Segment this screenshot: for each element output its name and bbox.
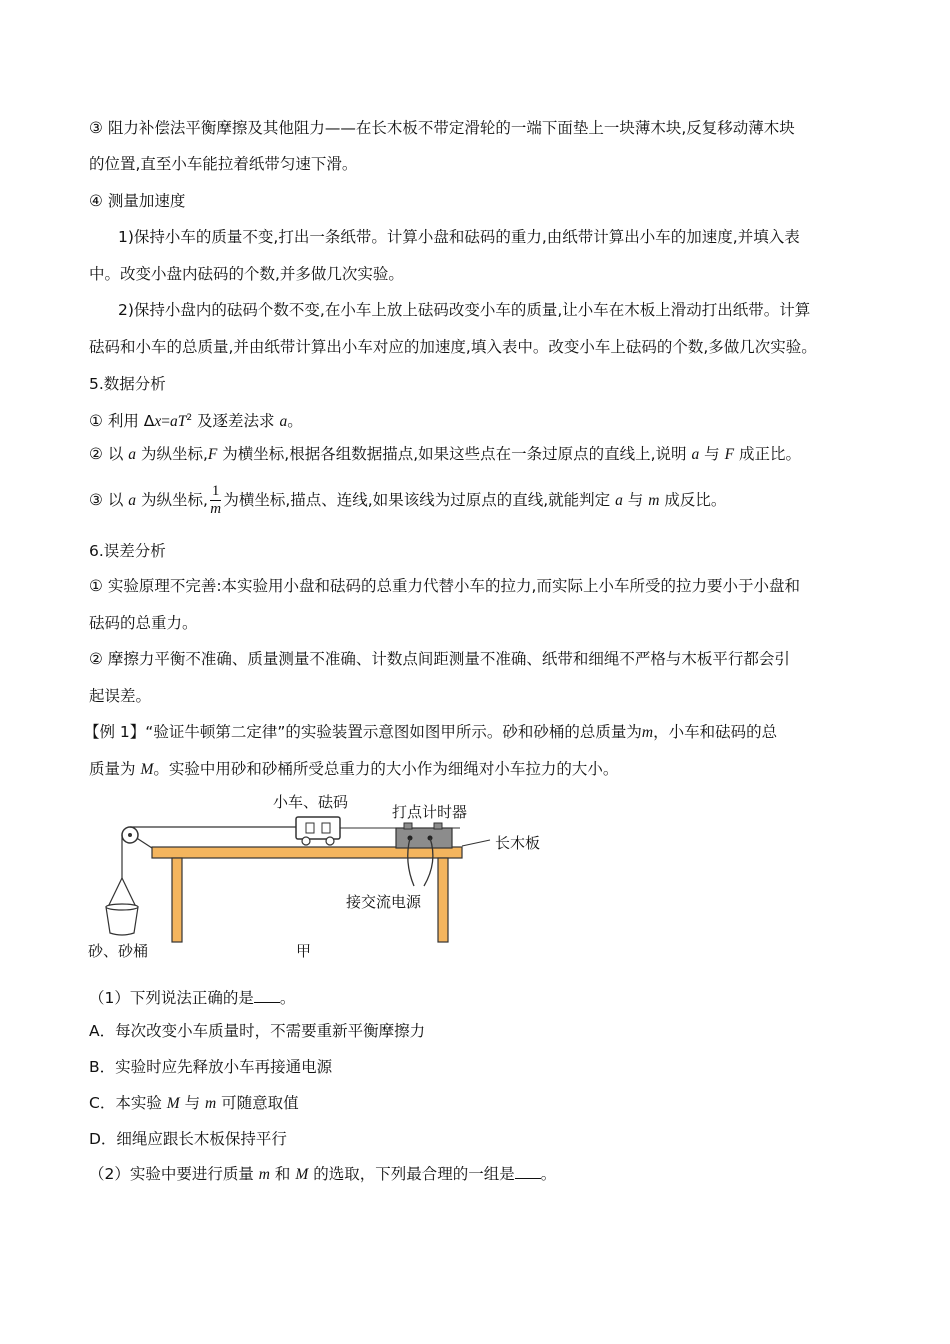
label-power: 接交流电源 (346, 893, 422, 911)
question-1: （1）下列说法正确的是 。 (89, 989, 296, 1007)
label-cart: 小车、砝码 (273, 793, 349, 811)
option-c: C．本实验 M 与 m 可随意取值 (89, 1094, 299, 1112)
table-leg-right (438, 858, 448, 942)
section-6-item-2-line1: ② 摩擦力平衡不准确、质量测量不准确、计数点间距测量不准确、纸带和细绳不严格与木板平行都会引 (89, 650, 790, 668)
option-a: A．每次改变小车质量时，不需要重新平衡摩擦力 (89, 1022, 426, 1040)
example-1-line2: 质量为 M。实验中用砂和砂桶所受总重力的大小作为细绳对小车拉力的大小。 (89, 760, 619, 778)
para-4-2-line1: 2)保持小盘内的砝码个数不变,在小车上放上砝码改变小车的质量,让小车在木板上滑动打出纸带。计算 (118, 301, 811, 319)
table-leg-left (172, 858, 182, 942)
cart-icon (296, 817, 340, 839)
answer-blank-2[interactable] (515, 1164, 541, 1179)
label-timer: 打点计时器 (392, 803, 468, 821)
section-6-title: 6.误差分析 (89, 542, 166, 560)
section-6-item-1-line1: ① 实验原理不完善:本实验用小盘和砝码的总重力代替小车的拉力,而实际上小车所受的拉力要小于小盘和 (89, 577, 800, 595)
apparatus-figure (80, 790, 580, 965)
example-tag: 【例 1】 (84, 723, 146, 741)
para-3-line1: ③ 阻力补偿法平衡摩擦及其他阻力——在长木板不带定滑轮的一端下面垫上一块薄木块,反复移动薄木块 (89, 119, 795, 137)
para-4-heading: ④ 测量加速度 (89, 192, 186, 210)
option-b: B．实验时应先释放小车再接通电源 (89, 1058, 333, 1076)
table-top (152, 847, 462, 858)
question-2: （2）实验中要进行质量 m 和 M 的选取，下列最合理的一组是 。 (89, 1165, 557, 1183)
example-1-line1: 【例 1】“验证牛顿第二定律”的实验装置示意图如图甲所示。砂和砂桶的总质量为m，小车和砝码的总 (84, 723, 778, 741)
section-6-item-2-line2: 起误差。 (89, 687, 152, 705)
fraction-1-over-m: $\frac{1}{m}$ (210, 483, 222, 517)
para-3-line2: 的位置,直至小车能拉着纸带匀速下滑。 (89, 155, 358, 173)
label-bucket: 砂、砂桶 (88, 942, 149, 960)
section-5-item-3: ③ 以 a 为纵坐标, $\frac{1}{m}$ 为横坐标,描点、连线,如果该线为过原点的直线,就能判定 a 与 m 成反比。 (89, 483, 727, 517)
label-board: 长木板 (495, 834, 541, 852)
timer-icon (396, 828, 452, 848)
section-5-title: 5.数据分析 (89, 375, 166, 393)
answer-blank-1[interactable] (254, 988, 280, 1003)
section-5-item-2: ② 以 a 为纵坐标,F 为横坐标,根据各组数据描点,如果这些点在一条过原点的直线上,说明 a 与 F 成正比。 (89, 445, 801, 463)
section-6-item-1-line2: 砝码的总重力。 (89, 614, 198, 632)
option-d: D．细绳应跟长木板保持平行 (89, 1130, 287, 1148)
para-4-1-line2: 中。改变小盘内砝码的个数,并多做几次实验。 (89, 265, 404, 283)
para-4-2-line2: 砝码和小车的总质量,并由纸带计算出小车对应的加速度,填入表中。改变小车上砝码的个数,多做几次实验。 (89, 338, 817, 356)
bucket-icon (106, 907, 138, 935)
para-4-1-line1: 1)保持小车的质量不变,打出一条纸带。计算小盘和砝码的重力,由纸带计算出小车的加速度,并填入表 (118, 228, 800, 246)
circled-3: ③ (89, 119, 103, 137)
section-5-item-1: ① 利用 $\Delta x=aT^2$ 及逐差法求 a。 (89, 412, 303, 431)
label-figure: 甲 (296, 942, 312, 960)
